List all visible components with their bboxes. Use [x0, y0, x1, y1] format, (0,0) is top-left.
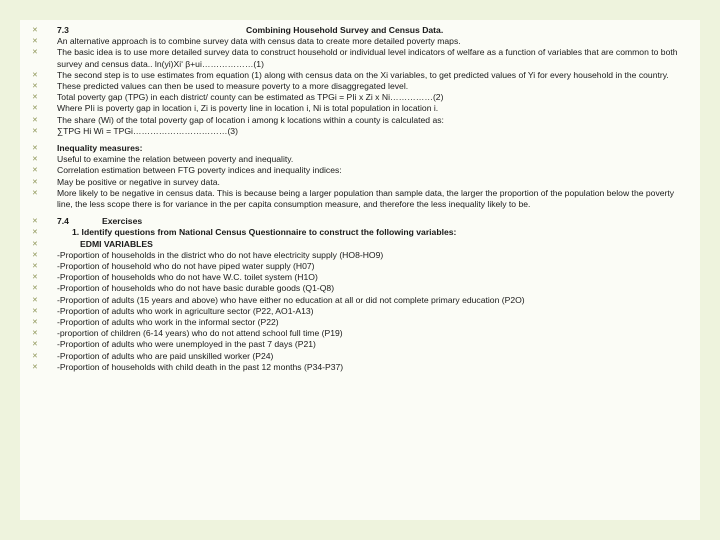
list-item — [32, 115, 687, 126]
x-bullet-icon: ✕ — [32, 156, 38, 164]
x-bullet-icon: ✕ — [32, 127, 38, 135]
x-bullet-icon: ✕ — [32, 167, 38, 175]
x-bullet-icon: ✕ — [32, 251, 38, 259]
list-item — [32, 328, 687, 339]
section-number: 7.4 — [57, 216, 69, 227]
x-bullet-icon: ✕ — [32, 341, 38, 349]
list-item — [32, 272, 687, 283]
list-item — [32, 103, 687, 114]
list-item — [32, 283, 687, 294]
x-bullet-icon: ✕ — [32, 307, 38, 315]
paragraph-text: -Proportion of adults who were unemployed in the past 7 days (P21) — [57, 339, 316, 350]
paragraph-text: More likely to be negative in census data. This is because being a larger population than sample data, the larger the proportion of the population below the poverty line, the less scope there is for variance in the per capita consumption measure, and therefore the less inequality likely to be. — [57, 187, 675, 210]
section-title: Combining Household Survey and Census Data. — [246, 25, 444, 35]
x-bullet-icon: ✕ — [32, 296, 38, 304]
paragraph-text: May be positive or negative in survey data. — [57, 176, 220, 187]
list-item — [32, 126, 687, 137]
paragraph-text: -Proportion of adults who work in agriculture sector (P22, AO1-A13) — [57, 305, 314, 316]
list-item — [32, 92, 687, 103]
x-bullet-icon: ✕ — [32, 363, 38, 371]
x-bullet-icon: ✕ — [32, 49, 38, 57]
x-bullet-icon: ✕ — [32, 83, 38, 91]
section-title: Exercises — [102, 216, 143, 227]
list-item — [32, 362, 687, 373]
list-item — [32, 81, 687, 92]
list-item — [32, 47, 687, 69]
paragraph-text: -Proportion of households in the district who do not have electricity supply (HO8-HO9) — [57, 249, 384, 260]
paragraph-text: Useful to examine the relation between poverty and inequality. — [57, 154, 294, 165]
x-bullet-icon: ✕ — [32, 229, 38, 237]
x-bullet-icon: ✕ — [32, 116, 38, 124]
x-bullet-icon: ✕ — [32, 27, 38, 34]
list-item — [32, 295, 687, 306]
list-item — [32, 351, 687, 362]
list-item — [32, 317, 687, 328]
paragraph-text: -Proportion of adults (15 years and above) who have either no education at all or did not complete primary education (P2O) — [57, 294, 525, 305]
list-item — [32, 250, 687, 261]
paragraph-text: The second step is to use estimates from equation (1) along with census data on the Xi variables, to get predicted values of Yi for every household in the country. — [57, 69, 669, 80]
paragraph-text: -proportion of children (6-14 years) who do not attend school full time (P19) — [57, 328, 343, 339]
list-item — [32, 177, 687, 188]
list-item — [32, 188, 687, 210]
x-bullet-icon: ✕ — [32, 145, 38, 153]
paragraph-text: -Proportion of households who do not have basic durable goods (Q1-Q8) — [57, 283, 335, 294]
x-bullet-icon: ✕ — [32, 330, 38, 338]
paragraph-text: The share (Wi) of the total poverty gap of location i among k locations within a county is calculated as: — [57, 114, 444, 125]
section-title: Inequality measures: — [57, 143, 143, 154]
list-item — [32, 227, 687, 238]
x-bullet-icon: ✕ — [32, 189, 38, 197]
list-item — [32, 339, 687, 350]
x-bullet-icon: ✕ — [32, 38, 38, 46]
section-number: 7.3 — [57, 25, 69, 35]
paragraph-text: -Proportion of adults who are paid unskilled worker (P24) — [57, 350, 274, 361]
x-bullet-icon: ✕ — [32, 274, 38, 282]
paragraph-text: -Proportion of adults who work in the informal sector (P22) — [57, 317, 279, 328]
list-item — [32, 36, 687, 47]
list-item — [32, 165, 687, 176]
paragraph-text: ∑TPG Hi Wi = TPGi……………………………(3) — [57, 125, 238, 136]
list-item — [32, 239, 687, 250]
paragraph-text: The basic idea is to use more detailed survey data to construct household or individual level indicators of welfare as a function of variables that are common to both survey and census data.. ln(yi)Xiʹ β+ui………………(1) — [57, 47, 678, 69]
exercise-instruction: 1. Identify questions from National Census Questionnaire to construct the following variables: — [72, 227, 457, 238]
x-bullet-icon: ✕ — [32, 71, 38, 79]
paragraph-text: These predicted values can then be used to measure poverty to a more disaggregated level. — [57, 81, 409, 92]
x-bullet-icon: ✕ — [32, 285, 38, 293]
x-bullet-icon: ✕ — [32, 105, 38, 113]
section3-heading — [32, 216, 687, 227]
section1-heading — [32, 25, 687, 36]
list-item — [32, 261, 687, 272]
x-bullet-icon: ✕ — [32, 94, 38, 102]
x-bullet-icon: ✕ — [32, 352, 38, 360]
x-bullet-icon: ✕ — [32, 319, 38, 327]
x-bullet-icon: ✕ — [32, 240, 38, 248]
paragraph-text: -Proportion of households with child death in the past 12 months (P34-P37) — [57, 361, 344, 372]
list-item — [32, 306, 687, 317]
paragraph-text: Where PIi is poverty gap in location i, Zi is poverty line in location i, Ni is total population in location i. — [57, 103, 439, 114]
variables-heading: EDMI VARIABLES — [80, 238, 153, 249]
slide-content — [32, 25, 687, 373]
x-bullet-icon: ✕ — [32, 178, 38, 186]
paragraph-text: -Proportion of household who do not have piped water supply (H07) — [57, 261, 315, 272]
paragraph-text: Total poverty gap (TPG) in each district/ county can be estimated as TPGi = PIi x Zi x Ni……………(2) — [57, 92, 444, 103]
paragraph-text: Correlation estimation between FTG poverty indices and inequality indices: — [57, 165, 342, 176]
paragraph-text: -Proportion of households who do not have W.C. toilet system (H1O) — [57, 272, 318, 283]
paragraph-text: An alternative approach is to combine survey data with census data to create more detailed poverty maps. — [57, 36, 461, 47]
section2-heading — [32, 143, 687, 154]
list-item — [32, 70, 687, 81]
list-item — [32, 154, 687, 165]
x-bullet-icon: ✕ — [32, 263, 38, 271]
x-bullet-icon: ✕ — [32, 218, 38, 226]
